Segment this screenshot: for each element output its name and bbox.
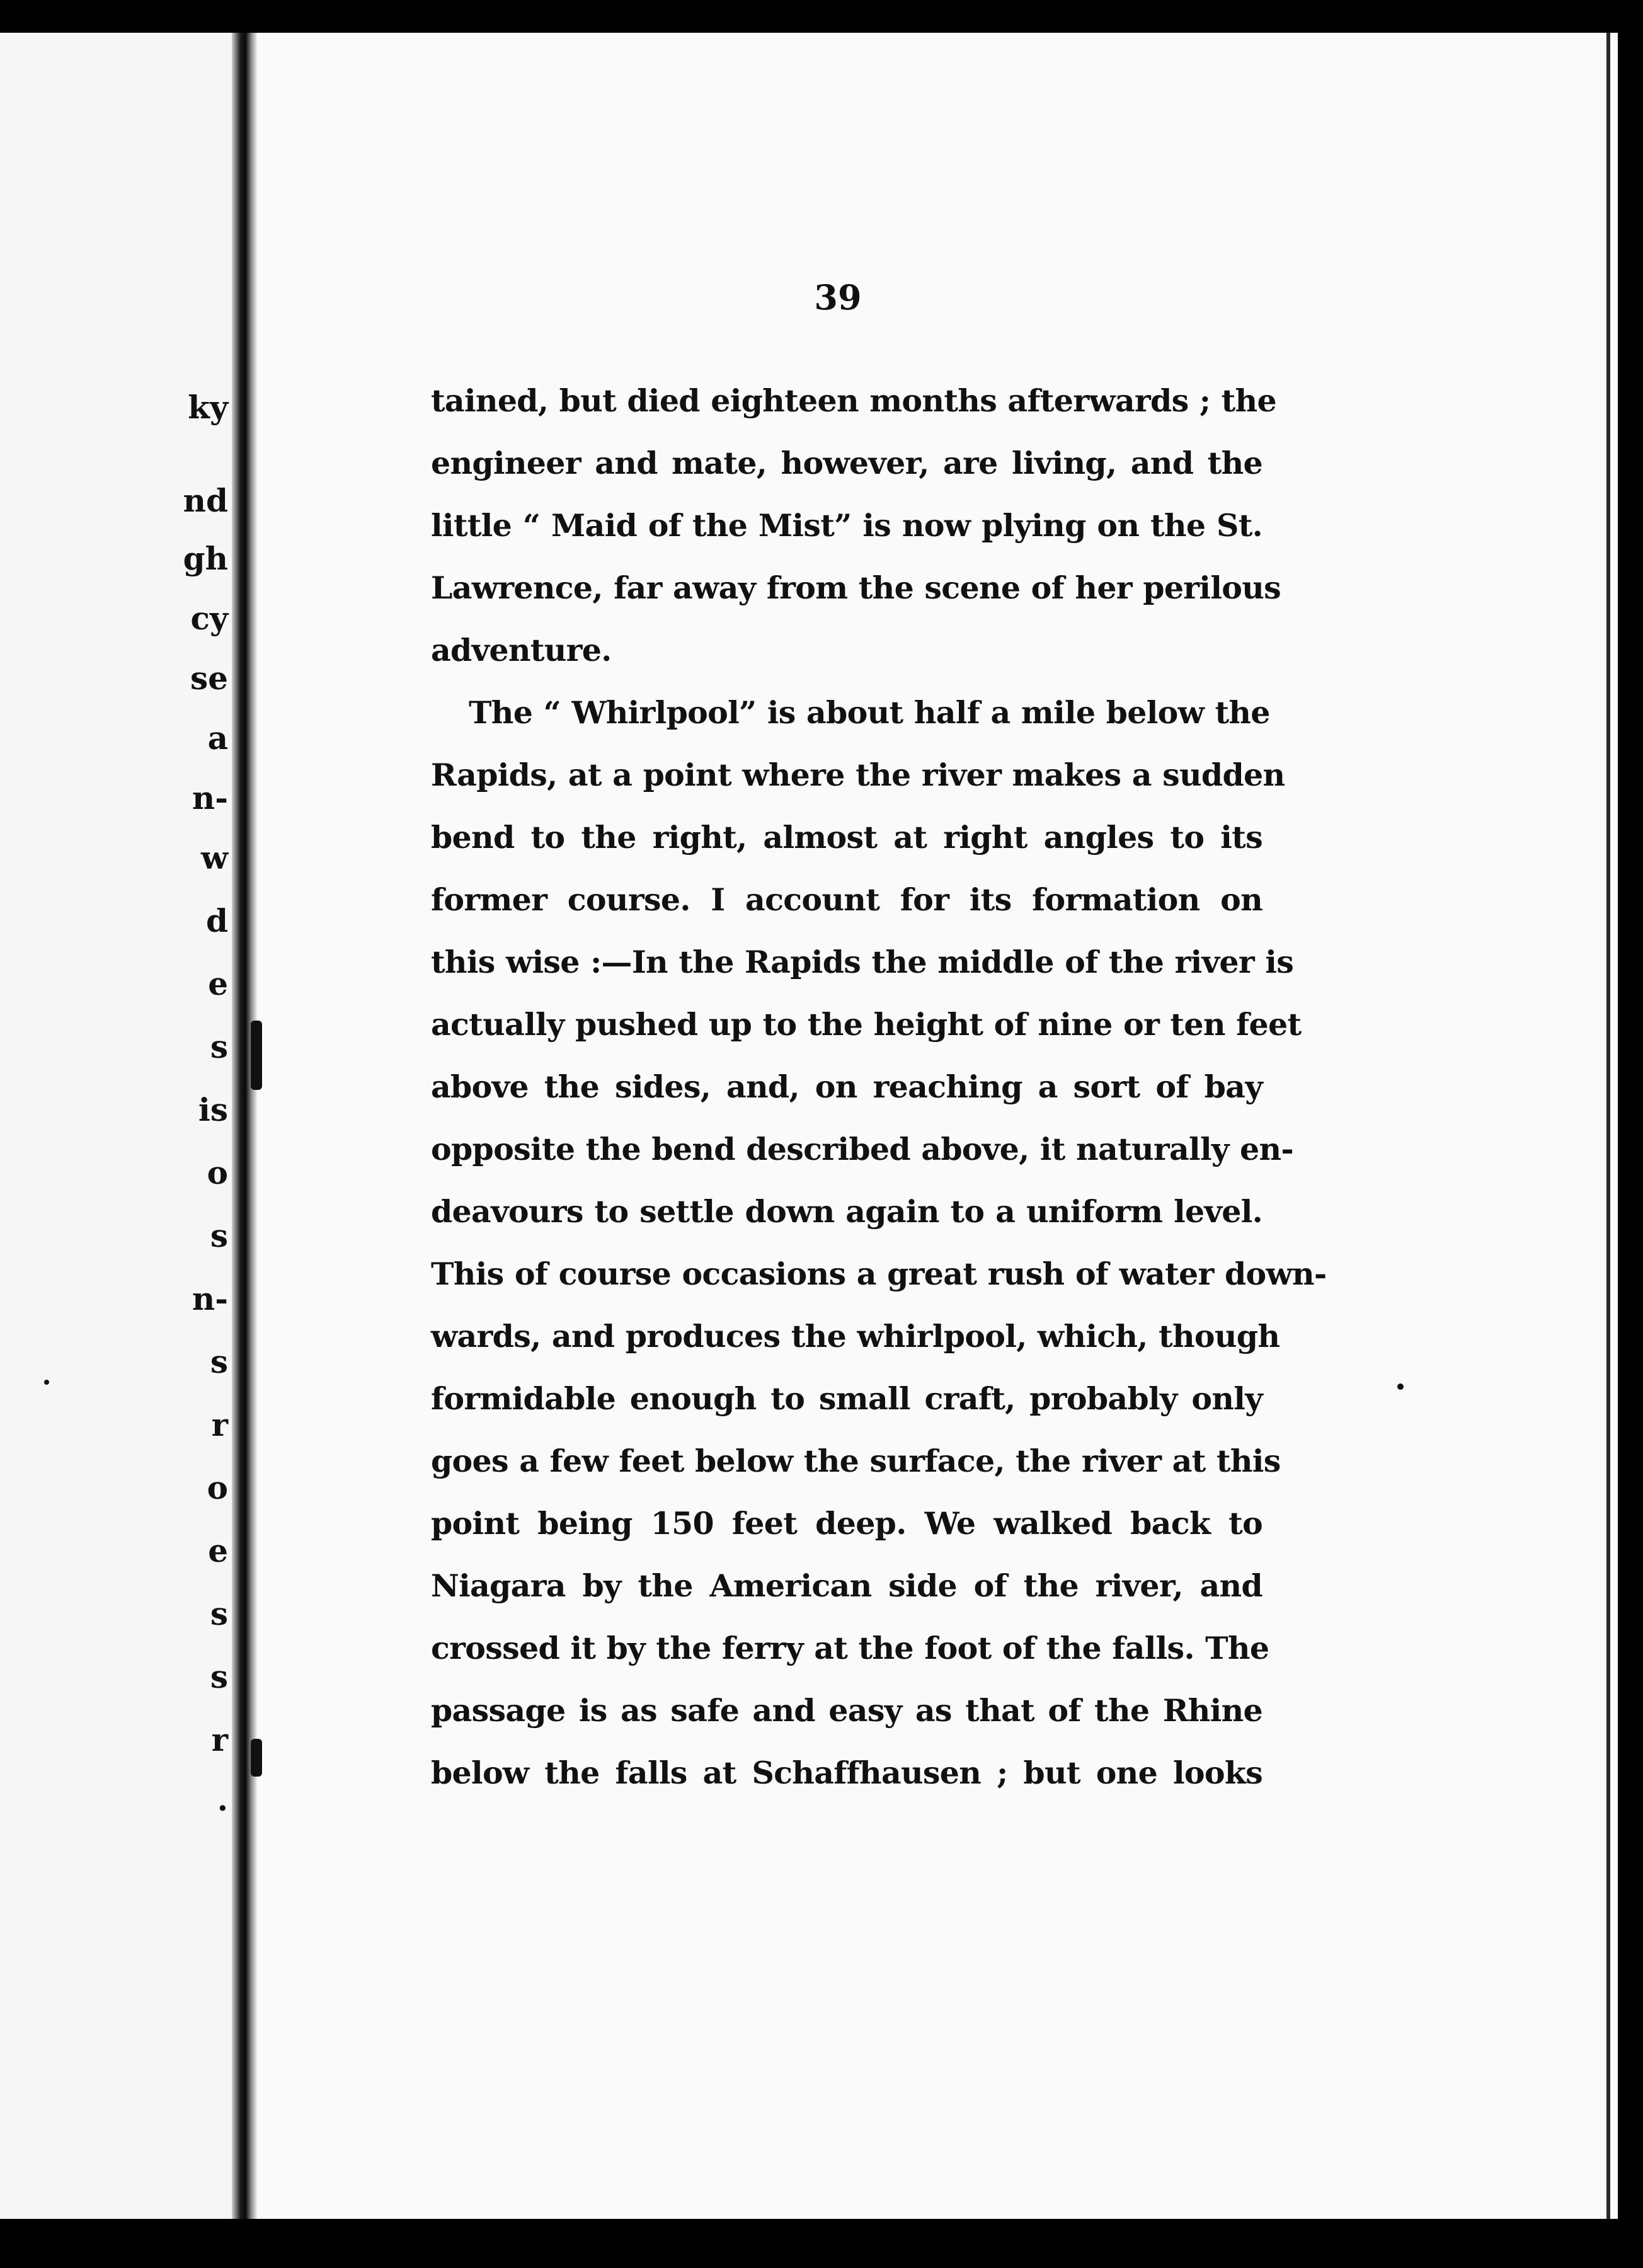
left-fragment-text: cy: [190, 600, 228, 637]
text-line: little “ Maid of the Mist” is now plying on the St.: [431, 507, 1262, 544]
text-line: Lawrence, far away from the scene of her perilous: [431, 570, 1281, 606]
left-fragment-text: gh: [183, 540, 228, 577]
text-line: above the sides, and, on reaching a sort of bay: [431, 1068, 1262, 1105]
text-line: below the falls at Schaffhausen ; but one looks: [431, 1755, 1262, 1791]
left-fragment-text: o: [207, 1154, 228, 1191]
left-fragment-text: nd: [183, 482, 228, 519]
left-fragment-text: e: [208, 1532, 228, 1569]
text-line: this wise :—In the Rapids the middle of the river is: [431, 944, 1294, 980]
left-fragment-text: s: [210, 1595, 228, 1632]
page-number: 39: [814, 277, 862, 318]
text-line: The “ Whirlpool” is about half a mile below the: [469, 694, 1270, 731]
left-fragment-text: s: [210, 1028, 228, 1065]
gutter-mark: [251, 1021, 262, 1090]
text-line: Niagara by the American side of the river, and: [431, 1567, 1262, 1604]
text-line: This of course occasions a great rush of water down-: [431, 1256, 1327, 1292]
text-line: deavours to settle down again to a uniform level.: [431, 1193, 1262, 1230]
left-fragment-text: s: [210, 1217, 228, 1254]
page-edge: [1606, 33, 1610, 2219]
text-line: wards, and produces the whirlpool, which, though: [431, 1318, 1280, 1354]
text-line: crossed it by the ferry at the foot of the falls. The: [431, 1630, 1269, 1666]
text-line: adventure.: [431, 632, 612, 668]
text-line: former course. I account for its formation on: [431, 881, 1262, 918]
left-fragment-text: ky: [188, 389, 228, 426]
left-fragment-text: s: [210, 1658, 228, 1695]
left-fragment-text: .: [217, 1781, 228, 1818]
left-fragment-text: r: [211, 1721, 228, 1758]
text-line: passage is as safe and easy as that of the Rhine: [431, 1692, 1262, 1729]
left-fragment-text: a: [207, 719, 228, 757]
gutter-mark: [251, 1739, 262, 1777]
scan-speck: [44, 1380, 49, 1385]
text-line: engineer and mate, however, are living, and the: [431, 445, 1262, 481]
left-fragment-text: r: [211, 1406, 228, 1443]
scan-speck: [1397, 1383, 1404, 1390]
left-fragment-text: w: [200, 839, 228, 876]
text-line: Rapids, at a point where the river makes a sudden: [431, 757, 1285, 793]
left-fragment-text: o: [207, 1469, 228, 1506]
text-line: opposite the bend described above, it naturally en-: [431, 1131, 1294, 1167]
left-fragment-text: se: [190, 660, 228, 697]
text-line: formidable enough to small craft, probably only: [431, 1380, 1262, 1417]
left-page-fragment: [0, 33, 232, 2219]
left-fragment-text: s: [210, 1343, 228, 1380]
text-line: tained, but died eighteen months afterwards ; the: [431, 382, 1276, 419]
left-fragment-text: is: [198, 1091, 228, 1128]
left-fragment-text: n-: [192, 1280, 228, 1317]
text-line: point being 150 feet deep. We walked back to: [431, 1505, 1262, 1542]
text-line: bend to the right, almost at right angles to its: [431, 819, 1262, 856]
left-fragment-text: d: [206, 902, 228, 939]
left-fragment-text: n-: [192, 779, 228, 816]
left-fragment-text: e: [208, 965, 228, 1002]
text-line: goes a few feet below the surface, the river at this: [431, 1443, 1281, 1479]
scan-border: [1618, 33, 1643, 2219]
book-gutter: [232, 33, 257, 2219]
text-line: actually pushed up to the height of nine or ten feet: [431, 1006, 1302, 1043]
